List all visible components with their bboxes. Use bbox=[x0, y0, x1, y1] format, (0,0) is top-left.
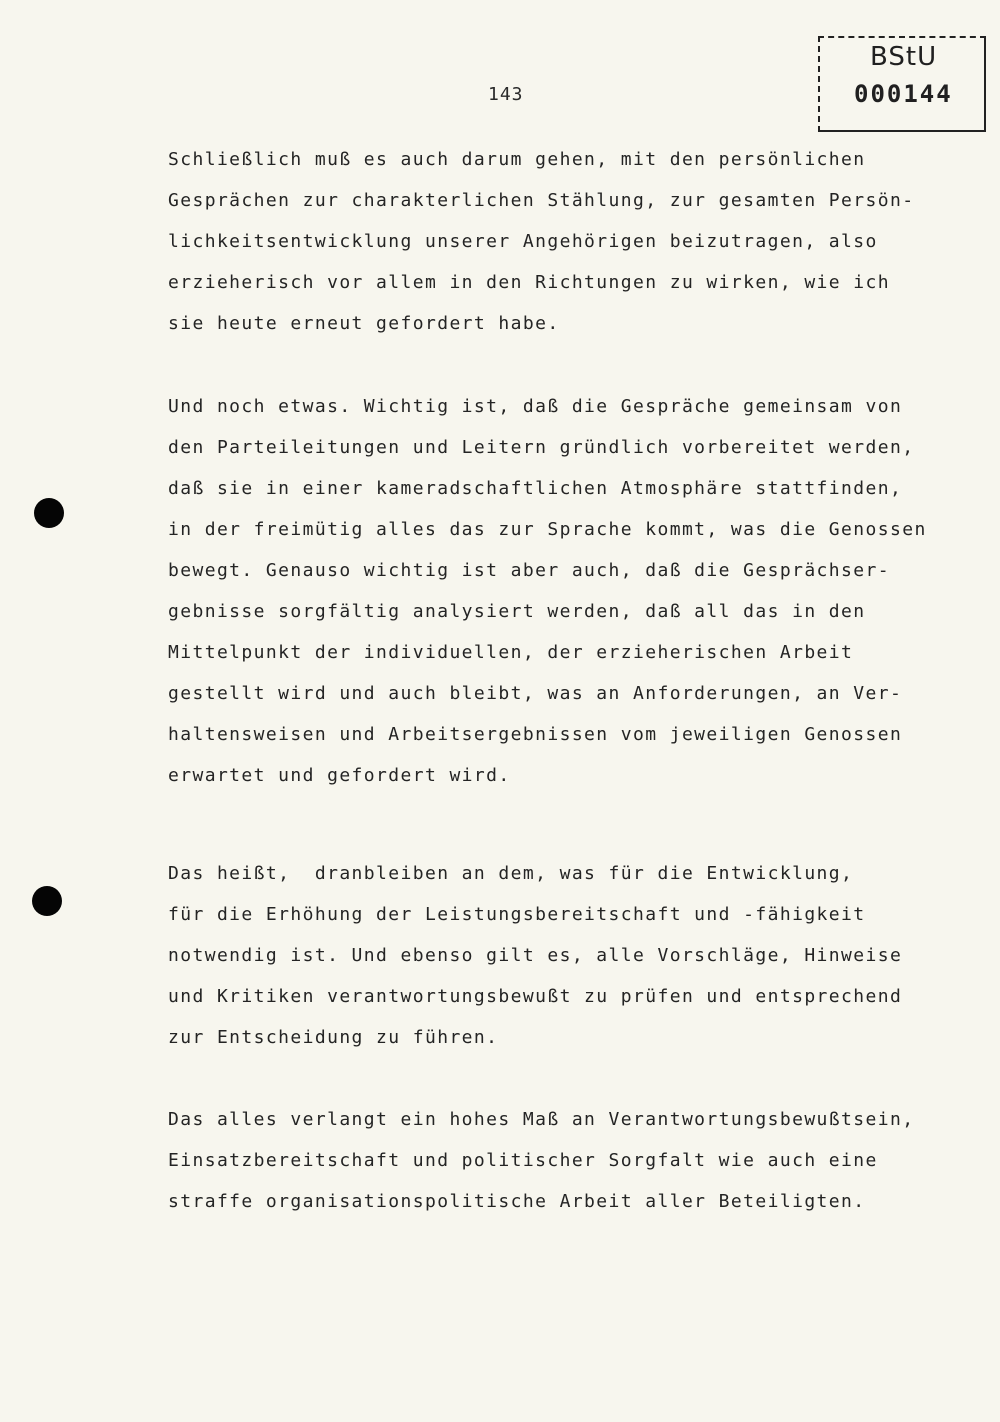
text-line: Gesprächen zur charakterlichen Stählung, zur gesamten Persön- bbox=[168, 190, 915, 211]
paragraph-4 bbox=[168, 1099, 948, 1222]
page-number: 143 bbox=[488, 84, 524, 105]
text-line: Das heißt, dranbleiben an dem, was für die Entwicklung, bbox=[168, 863, 854, 884]
text-line: den Parteileitungen und Leitern gründlich vorbereitet werden, bbox=[168, 437, 915, 458]
text-line: Einsatzbereitschaft und politischer Sorgfalt wie auch eine bbox=[168, 1150, 878, 1171]
text-line: und Kritiken verantwortungsbewußt zu prüfen und entsprechend bbox=[168, 986, 903, 1007]
text-line: haltensweisen und Arbeitsergebnissen vom jeweiligen Genossen bbox=[168, 724, 903, 745]
text-line: notwendig ist. Und ebenso gilt es, alle Vorschläge, Hinweise bbox=[168, 945, 903, 966]
paragraph-3 bbox=[168, 853, 948, 1058]
stamp-number: 000144 bbox=[854, 80, 953, 108]
text-line: in der freimütig alles das zur Sprache kommt, was die Genossen bbox=[168, 519, 927, 540]
text-line: bewegt. Genauso wichtig ist aber auch, daß die Gesprächser- bbox=[168, 560, 890, 581]
archive-stamp bbox=[818, 36, 986, 132]
text-line: zur Entscheidung zu führen. bbox=[168, 1027, 499, 1048]
punch-hole-top bbox=[34, 498, 64, 528]
stamp-agency: BStU bbox=[870, 42, 938, 72]
paragraph-2 bbox=[168, 386, 948, 796]
text-line: gestellt wird und auch bleibt, was an Anforderungen, an Ver- bbox=[168, 683, 903, 704]
text-line: erzieherisch vor allem in den Richtungen zu wirken, wie ich bbox=[168, 272, 890, 293]
text-line: Schließlich muß es auch darum gehen, mit den persönlichen bbox=[168, 149, 866, 170]
text-line: straffe organisationspolitische Arbeit aller Beteiligten. bbox=[168, 1191, 866, 1212]
text-line: sie heute erneut gefordert habe. bbox=[168, 313, 560, 334]
text-line: gebnisse sorgfältig analysiert werden, daß all das in den bbox=[168, 601, 866, 622]
text-line: Und noch etwas. Wichtig ist, daß die Gespräche gemeinsam von bbox=[168, 396, 903, 417]
text-line: Das alles verlangt ein hohes Maß an Verantwortungsbewußtsein, bbox=[168, 1109, 915, 1130]
text-line: für die Erhöhung der Leistungsbereitschaft und -fähigkeit bbox=[168, 904, 866, 925]
text-line: daß sie in einer kameradschaftlichen Atmosphäre stattfinden, bbox=[168, 478, 903, 499]
paragraph-1 bbox=[168, 139, 948, 344]
text-line: lichkeitsentwicklung unserer Angehörigen beizutragen, also bbox=[168, 231, 878, 252]
punch-hole-bottom bbox=[32, 886, 62, 916]
text-line: erwartet und gefordert wird. bbox=[168, 765, 511, 786]
text-line: Mittelpunkt der individuellen, der erzieherischen Arbeit bbox=[168, 642, 854, 663]
